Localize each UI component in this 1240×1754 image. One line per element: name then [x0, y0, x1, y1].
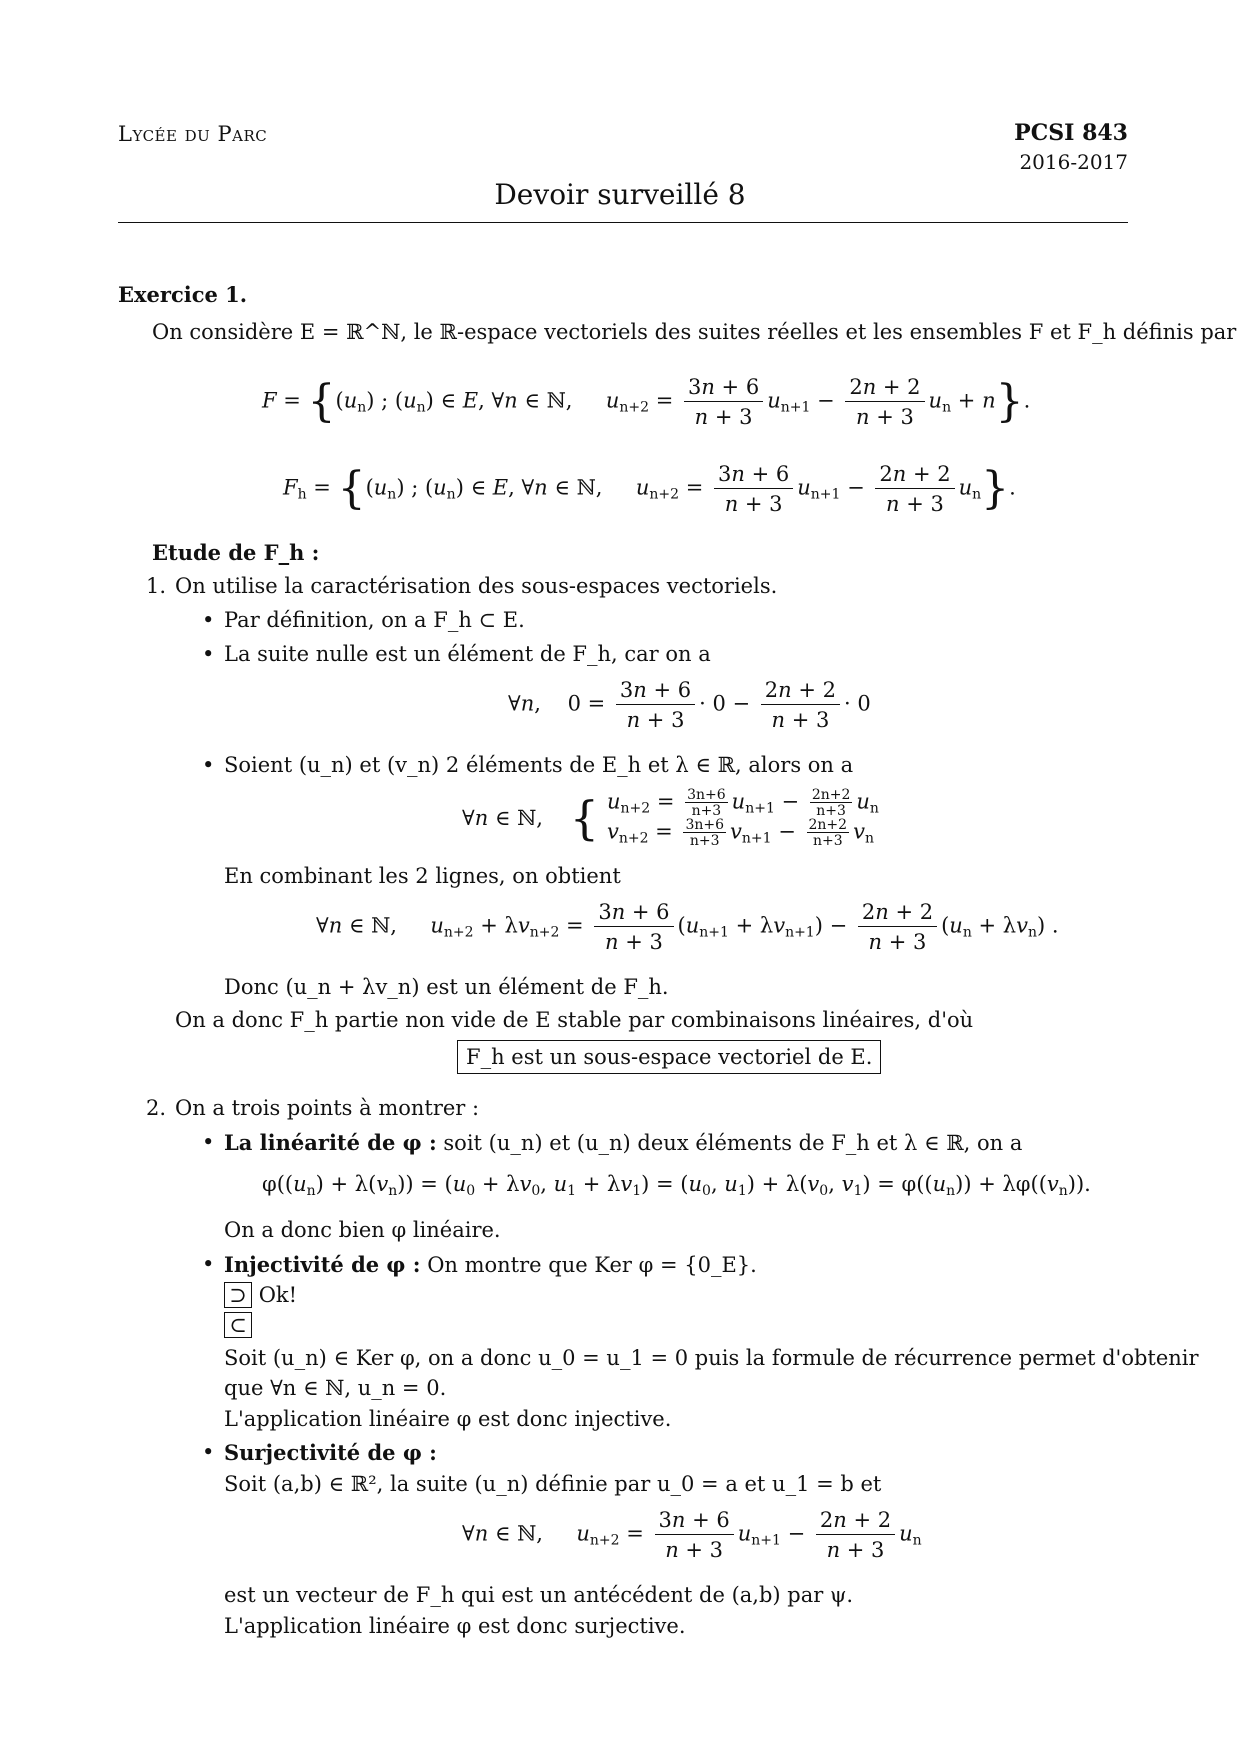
q1-bullet-1: • Par définition, on a F_h ⊂ E. — [202, 608, 525, 632]
exercise-title: Exercice 1. — [118, 282, 248, 307]
def-F: $F = \{(u_n)$ ; $(u_n)$ ∈ E, ∀n ∈ ℕ, $u_{n+2}$ = $\frac{3n + 6}{n + 3}$ $u_{n+1}$ − $\frac{2n + 2}{n + 3}$ $u_n + n$}. — [262, 375, 1031, 430]
linearity-eq: $\varphi((u_n) + \lambda(v_n)) = (u_0 + \lambda v_0$, $u_1 + \lambda v_1) = (u_0$, $u_1) + \lambda(v_0$, $v_1) = \varphi((u_n)) + \lambda\varphi((v_n))$. — [262, 1172, 1091, 1199]
inj-line-2: que ∀n ∈ ℕ, u_n = 0. — [224, 1376, 447, 1400]
q1-result: F_h est un sous-espace vectoriel de E. — [457, 1040, 881, 1074]
injectivity-item: • Injectivité de φ : On montre que Ker φ = {0_E}. — [202, 1252, 757, 1277]
surj-line-2: est un vecteur de F_h qui est un antécédent de (a,b) par ψ. — [224, 1583, 854, 1607]
page-title: Devoir surveillé 8 — [494, 178, 746, 211]
school-year: 2016-2017 — [1019, 150, 1128, 174]
surj-line-1: Soit (a,b) ∈ ℝ², la suite (u_n) définie par u_0 = a et u_1 = b et — [224, 1472, 882, 1496]
inj-sub-line — [224, 1312, 252, 1338]
q1-number: 1. — [146, 574, 167, 598]
sup-box: ⊃ — [224, 1282, 252, 1308]
linearity-title: La linéarité de φ : — [224, 1130, 437, 1155]
sub-box: ⊂ — [224, 1312, 252, 1338]
q1-donc: Donc (u_n + λv_n) est un élément de F_h. — [224, 975, 669, 999]
exercise-intro: On considère E = ℝ^ℕ, le ℝ-espace vectoriels des suites réelles et les ensembles F et F_h définis par — [152, 320, 1237, 344]
combined-eq: ∀n ∈ ℕ, $u_{n+2} + \lambda v_{n+2}$ = $\frac{3n + 6}{n + 3}$ $(u_{n+1} + \lambda v_{n+1})$ − $\frac{2n + 2}{n + 3}$ $(u_n + \lambda v_n)$ . — [316, 900, 1059, 955]
def-Fh: $F_h = \{(u_n)$ ; $(u_n)$ ∈ E, ∀n ∈ ℕ, $u_{n+2}$ = $\frac{3n + 6}{n + 3}$ $u_{n+1}$ − $\frac{2n + 2}{n + 3}$ $u_n$}. — [283, 462, 1016, 517]
q1-result-box — [457, 1040, 881, 1074]
q1-intro: On utilise la caractérisation des sous-espaces vectoriels. — [175, 574, 778, 598]
linearity-conclude: On a donc bien φ linéaire. — [224, 1218, 501, 1242]
null-sequence-eq: ∀n, 0 = $\frac{3n + 6}{n + 3}$ · 0 − $\frac{2n + 2}{n + 3}$ · 0 — [508, 678, 871, 733]
q1-combine: En combinant les 2 lignes, on obtient — [224, 864, 621, 888]
surjectivity-title: Surjectivité de φ : — [224, 1440, 437, 1465]
q1-bullet-3: • Soient (u_n) et (v_n) 2 éléments de E_h et λ ∈ ℝ, alors on a — [202, 753, 854, 777]
q2-number: 2. — [146, 1096, 167, 1120]
injectivity-title: Injectivité de φ : — [224, 1252, 421, 1277]
school-name: Lycée du Parc — [118, 122, 268, 146]
title-rule — [118, 222, 1128, 223]
q1-conclude: On a donc F_h partie non vide de E stable par combinaisons linéaires, d'où — [175, 1008, 974, 1032]
q1-bullet-2: • La suite nulle est un élément de F_h, car on a — [202, 642, 711, 666]
etude-title: Etude de F_h : — [152, 540, 320, 565]
system-eq: ∀n ∈ ℕ, { $u_{n+2}$ = $\frac{3n+6}{n+3}$ $u_{n+1}$ − $\frac{2n+2}{n+3}$ $u_n$ $v_{n+2}$ = $\frac{3n+6}{n+3}$ $v_{n+1}$ − $\frac{2n+2}{n+3}$ $v_n$ — [462, 787, 879, 849]
inj-sup-line: ⊃ Ok! — [224, 1282, 297, 1308]
class-name: PCSI 843 — [1014, 120, 1128, 146]
q2-intro: On a trois points à montrer : — [175, 1096, 480, 1120]
surj-conclude: L'application linéaire φ est donc surjective. — [224, 1614, 686, 1638]
inj-conclude: L'application linéaire φ est donc injective. — [224, 1407, 672, 1431]
linearity-item: • La linéarité de φ : soit (u_n) et (u_n) deux éléments de F_h et λ ∈ ℝ, on a — [202, 1130, 1023, 1155]
surjectivity-item: • Surjectivité de φ : — [202, 1440, 437, 1465]
surj-recurrence-eq: ∀n ∈ ℕ, $u_{n+2}$ = $\frac{3n + 6}{n + 3}$ $u_{n+1}$ − $\frac{2n + 2}{n + 3}$ $u_n$ — [462, 1508, 922, 1563]
inj-line-1: Soit (u_n) ∈ Ker φ, on a donc u_0 = u_1 = 0 puis la formule de récurrence permet d'obtenir — [224, 1346, 1199, 1370]
